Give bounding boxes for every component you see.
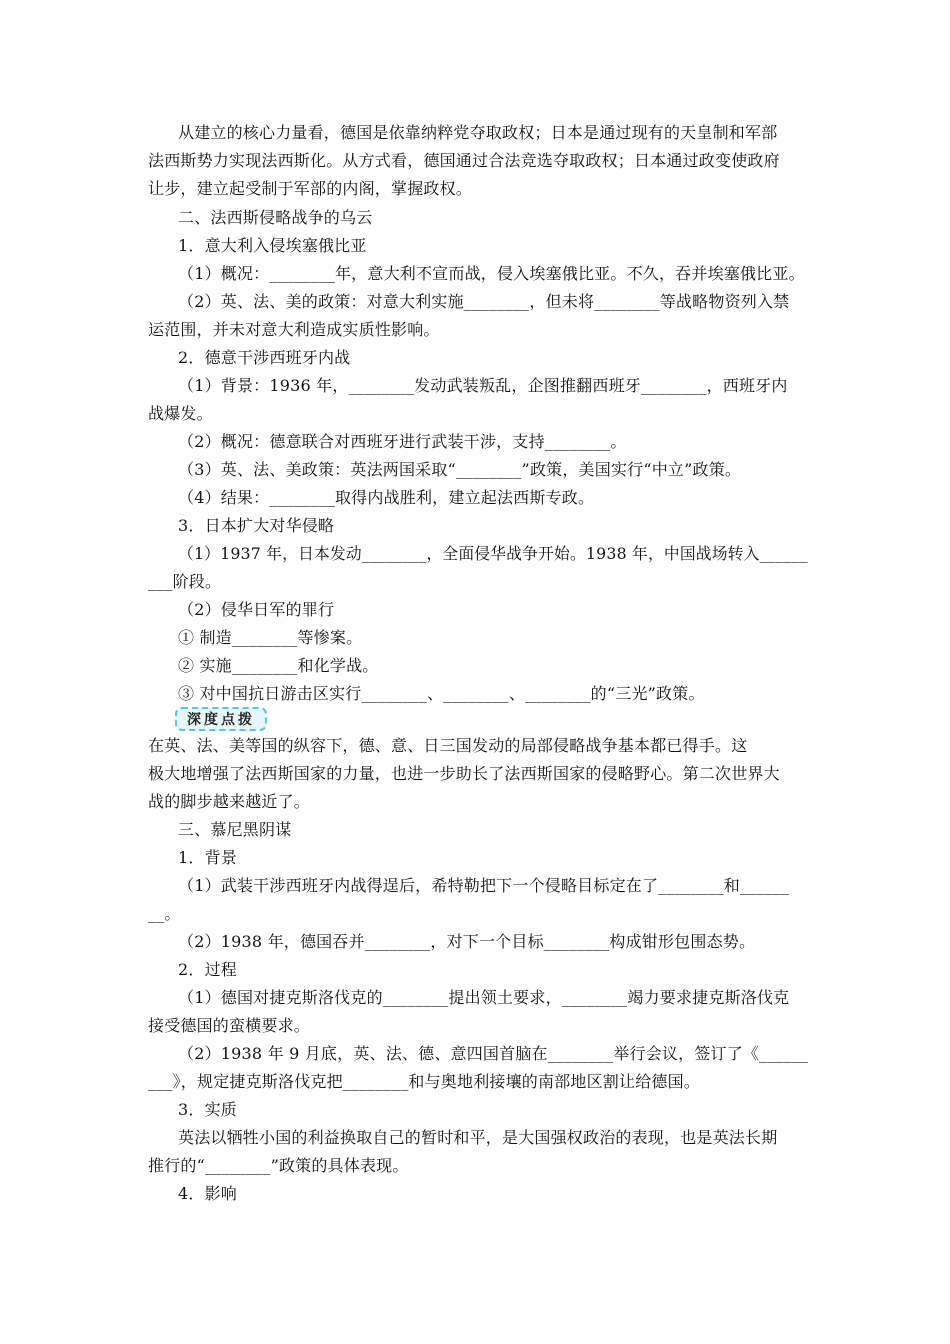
question-line: （1）1937 年，日本发动________，全面侵华战争开始。1938 年，中国战场转入______ (178, 544, 809, 563)
question-line: （2）侵华日军的罪行 (178, 600, 335, 619)
paragraph-line: 英法以牺牲小国的利益换取自己的暂时和平，是大国强权政治的表现，也是英法长期 (178, 1128, 778, 1147)
section-heading: 三、慕尼黑阴谋 (178, 820, 292, 839)
question-line: __。 (148, 904, 181, 923)
subsection-heading: 2．过程 (178, 960, 237, 979)
question-line: （1）背景：1936 年，________发动武装叛乱，企图推翻西班牙________，西班牙内 (178, 376, 788, 395)
question-line: ① 制造________等惨案。 (178, 628, 363, 647)
subsection-heading: 3．日本扩大对华侵略 (178, 516, 335, 535)
subsection-heading: 3．实质 (178, 1100, 237, 1119)
question-line: 运范围，并未对意大利造成实质性影响。 (148, 320, 440, 339)
question-line: （2）1938 年，德国吞并________，对下一个目标________构成钳形包围态势。 (178, 932, 756, 951)
tip-badge-label: 深度点拨 (187, 712, 255, 728)
question-line: （2）英、法、美的政策：对意大利实施________，但未将________等战略物资列入禁 (178, 292, 790, 311)
question-line: ③ 对中国抗日游击区实行________、________、________的“三光”政策。 (178, 684, 705, 703)
question-line: ② 实施________和化学战。 (178, 656, 379, 675)
tip-badge (175, 707, 267, 731)
question-line: 接受德国的蛮横要求。 (148, 1016, 311, 1035)
question-line: ___阶段。 (148, 572, 222, 591)
section-heading: 二、法西斯侵略战争的乌云 (178, 208, 373, 227)
subsection-heading: 4．影响 (178, 1184, 237, 1203)
paragraph-line: 从建立的核心力量看，德国是依靠纳粹党夺取政权；日本是通过现有的天皇制和军部 (178, 123, 778, 142)
paragraph-line: 推行的“________”政策的具体表现。 (148, 1156, 409, 1175)
subsection-heading: 2．德意干涉西班牙内战 (178, 348, 351, 367)
question-line: （2）概况：德意联合对西班牙进行武装干涉，支持________。 (178, 432, 627, 451)
question-line: （4）结果：________取得内战胜利，建立起法西斯专政。 (178, 488, 595, 507)
subsection-heading: 1．背景 (178, 848, 237, 867)
paragraph-line: 法西斯势力实现法西斯化。从方式看，德国通过合法竞选夺取政权；日本通过政变使政府 (148, 151, 780, 170)
subsection-heading: 1．意大利入侵埃塞俄比亚 (178, 236, 367, 255)
question-line: （3）英、法、美政策：英法两国采取“________”政策，美国实行“中立”政策。 (178, 460, 742, 479)
question-line: 战爆发。 (148, 404, 213, 423)
paragraph-line: 在英、法、美等国的纵容下，德、意、日三国发动的局部侵略战争基本都已得手。这 (148, 736, 748, 755)
paragraph-line: 战的脚步越来越近了。 (148, 792, 311, 811)
question-line: ___》，规定捷克斯洛伐克把________和与奥地利接壤的南部地区割让给德国。 (148, 1072, 701, 1091)
question-line: （1）德国对捷克斯洛伐克的________提出领土要求，________竭力要求捷克斯洛伐克 (178, 988, 790, 1007)
question-line: （1）概况：________年，意大利不宣而战，侵入埃塞俄比亚。不久，吞并埃塞俄比亚。 (178, 264, 805, 283)
paragraph-line: 让步，建立起受制于军部的内阁，掌握政权。 (148, 179, 473, 198)
question-line: （2）1938 年 9 月底，英、法、德、意四国首脑在________举行会议，签订了《______ (178, 1044, 809, 1063)
question-line: （1）武装干涉西班牙内战得逞后，希特勒把下一个侵略目标定在了________和______ (178, 876, 790, 895)
paragraph-line: 极大地增强了法西斯国家的力量，也进一步助长了法西斯国家的侵略野心。第二次世界大 (148, 764, 780, 783)
